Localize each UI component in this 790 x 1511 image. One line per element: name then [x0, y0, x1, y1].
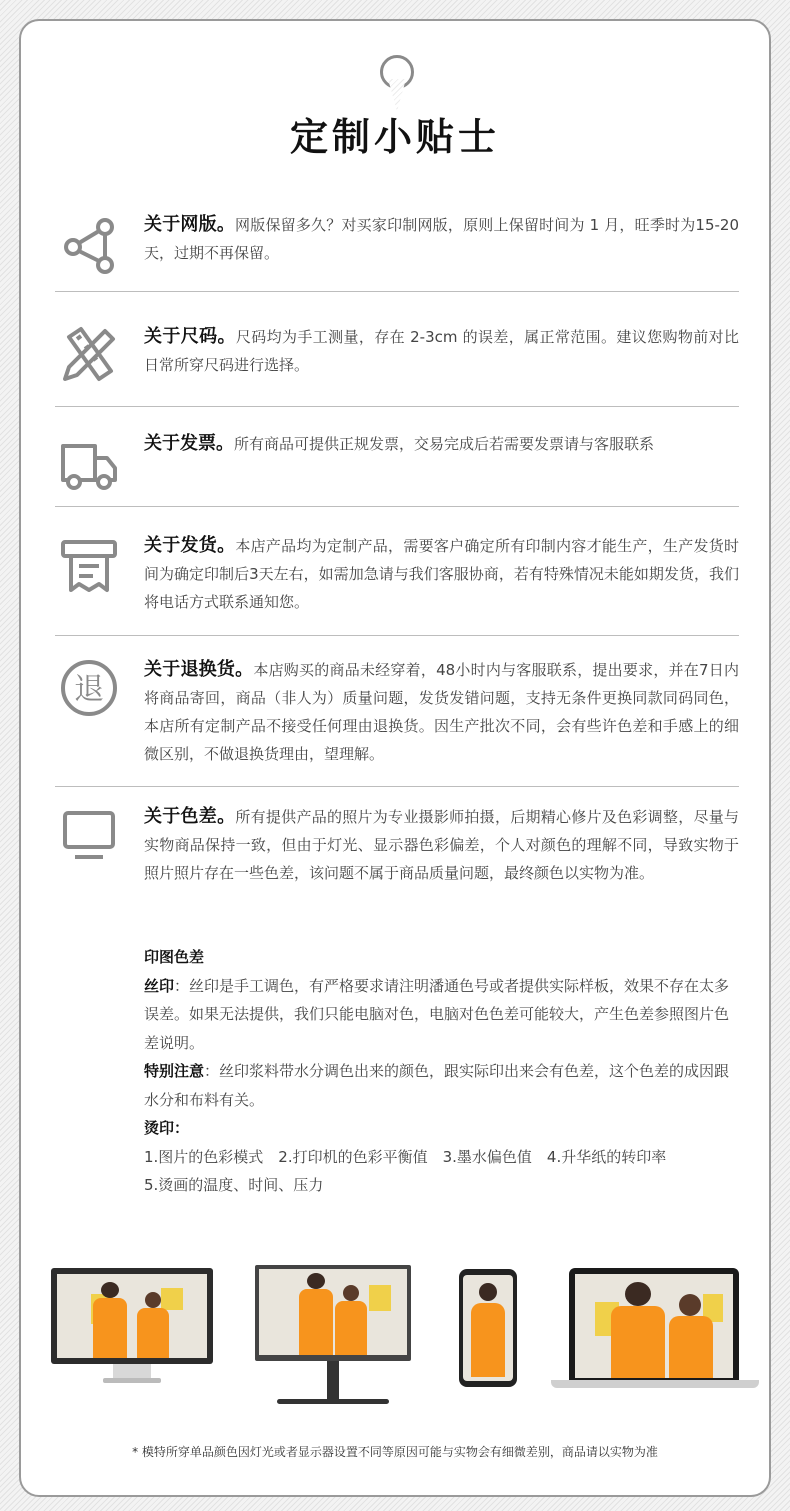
section-body: 尺码均为手工测量，存在 2-3cm 的误差，属正常范围。建议您购物前对比日常所穿尺码进行选择。 — [144, 328, 739, 374]
section-heading: 关于色差。 — [144, 806, 236, 827]
share-icon — [59, 215, 119, 275]
thin-monitor-image — [255, 1265, 411, 1409]
section-text — [144, 323, 739, 379]
monitor-icon — [59, 805, 119, 865]
ruler-pencil-icon — [59, 325, 119, 385]
section-heading: 关于退换货。 — [144, 659, 254, 680]
footer-note: * 模特所穿单品颜色因灯光或者显示器设置不同等原因可能与实物会有细微差别，商品请以实物为准 — [132, 1445, 658, 1459]
tips-card — [19, 19, 771, 1497]
devices-row — [21, 1265, 773, 1415]
receipt-icon — [59, 536, 119, 596]
section-body: 本店产品均为定制产品，需要客户确定所有印制内容才能生产，生产发货时间为确定印制后3天左右，如需加急请与我们客服协商，若有特殊情况未能如期发货，我们将电话方式联系通知您。 — [144, 537, 739, 611]
divider — [55, 406, 739, 407]
return-icon — [59, 658, 119, 718]
section-heading: 关于网版。 — [144, 214, 236, 235]
section-body: 网版保留多久？对买家印制网版，原则上保留时间为 1 月，旺季时为15-20天，过期不再保留。 — [144, 216, 740, 262]
phone-image — [459, 1269, 517, 1387]
section-heading: 关于尺码。 — [144, 326, 236, 347]
hot-label: 烫印： — [144, 1119, 190, 1137]
section-body: 所有提供产品的照片为专业摄影师拍摄，后期精心修片及色彩调整，尽量与实物商品保持一致，但由于灯光、显示器色彩偏差，个人对颜色的理解不同，导致实物于照片照片存在一些色差，该问题不属于商品质量问题，最终颜色以实物为准。 — [144, 808, 739, 882]
silk-label: 丝印 — [144, 976, 175, 995]
section-text — [144, 430, 739, 458]
divider — [55, 635, 739, 636]
hot-line-1: 1.图片的色彩模式 2.打印机的色彩平衡值 3.墨水偏色值 4.升华纸的转印率 — [144, 1147, 667, 1166]
print-diff-block — [144, 943, 740, 1200]
note-label: 特别注意 — [144, 1062, 205, 1080]
page-title: 定制小贴士 — [284, 113, 506, 161]
divider — [55, 506, 739, 507]
print-diff-title: 印图色差 — [144, 948, 205, 966]
section-body: 本店购买的商品未经穿着，48小时内与客服联系，提出要求，并在7日内将商品寄回，商品（非人为）质量问题，发货发错问题，支持无条件更换同款同码同色，本店所有定制产品不接受任何理由退换货。因生产批次不同，会有些许色差和手感上的细微区别，不做退换货理由，望理解。 — [144, 661, 739, 763]
section-heading: 关于发票。 — [144, 433, 234, 454]
section-text — [144, 803, 739, 887]
laptop-image — [551, 1268, 759, 1394]
divider — [55, 291, 739, 292]
return-icon-label: 退 — [74, 672, 104, 707]
note-text: ：丝印浆料带水分调色出来的颜色，跟实际印出来会有色差，这个色差的成因跟水分和布料有关。 — [144, 1062, 730, 1109]
title-wrap — [21, 113, 769, 161]
section-body: 所有商品可提供正规发票，交易完成后若需要发票请与客服联系 — [234, 435, 655, 453]
section-text — [144, 532, 739, 616]
desktop-monitor-image — [51, 1268, 213, 1386]
section-text — [144, 656, 739, 768]
silk-text: ：丝印是手工调色，有严格要求请注明潘通色号或者提供实际样板，效果不存在太多误差。如果无法提供，我们只能电脑对色，电脑对色色差可能较大，产生色差参照图片色差说明。 — [144, 976, 730, 1052]
truck-icon — [59, 436, 119, 496]
divider — [55, 786, 739, 787]
section-text — [144, 211, 739, 267]
section-heading: 关于发货。 — [144, 535, 236, 556]
hot-line-2: 5.烫画的温度、时间、压力 — [144, 1176, 324, 1194]
